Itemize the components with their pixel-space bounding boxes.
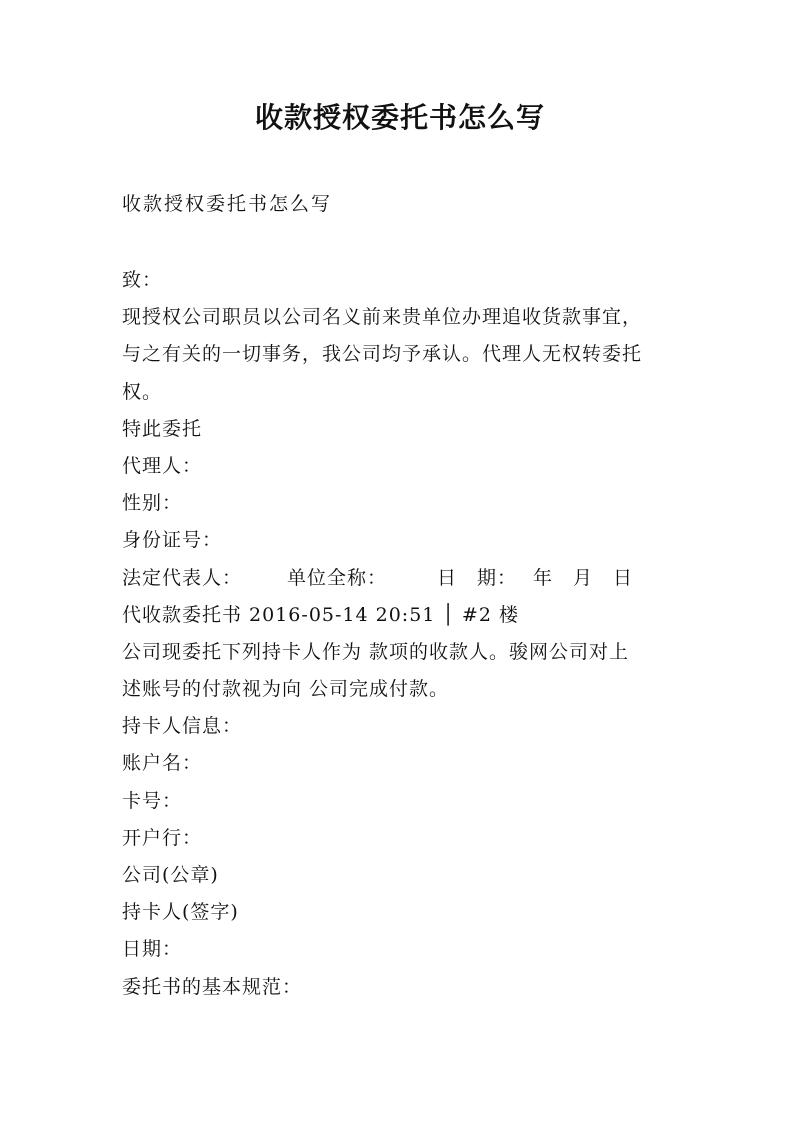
text-line: 代收款委托书 2016-05-14 20:51 │ #2 楼 — [122, 603, 519, 626]
text-line: 现授权公司职员以公司名义前来贵单位办理追收货款事宜， — [122, 306, 643, 329]
text-line: 权。 — [122, 380, 163, 403]
text-line: 身份证号： — [122, 529, 223, 552]
text-line: 致： — [122, 269, 163, 291]
text-line: 特此委托 — [122, 417, 203, 440]
text-line: 卡号： — [122, 789, 183, 812]
signature-line — [122, 560, 702, 597]
date-fields: 年 月 日 — [533, 566, 634, 589]
text-line: 委托书的基本规范： — [122, 975, 303, 998]
document-body — [122, 262, 702, 1006]
document-title: 收款授权委托书怎么写 — [254, 101, 545, 134]
unit-name-label: 单位全称： — [287, 566, 388, 589]
text-line: 持卡人(签字) — [122, 901, 239, 924]
text-line: 持卡人信息： — [122, 715, 243, 738]
text-line: 公司现委托下列持卡人作为 款项的收款人。骏网公司对上 — [122, 640, 630, 663]
date-label: 日 期： — [437, 566, 518, 589]
text-line: 日期： — [122, 938, 183, 961]
document-subtitle: 收款授权委托书怎么写 — [122, 193, 333, 215]
legal-representative-label: 法定代表人： — [122, 566, 243, 589]
text-line: 性别： — [122, 492, 183, 515]
text-line: 代理人： — [122, 454, 203, 477]
text-line: 与之有关的一切事务，我公司均予承认。代理人无权转委托 — [122, 343, 643, 366]
text-line: 述账号的付款视为向 公司完成付款。 — [122, 678, 450, 701]
text-line: 开户行： — [122, 826, 203, 849]
text-line: 账户名： — [122, 752, 203, 775]
text-line: 公司(公章) — [122, 864, 219, 886]
